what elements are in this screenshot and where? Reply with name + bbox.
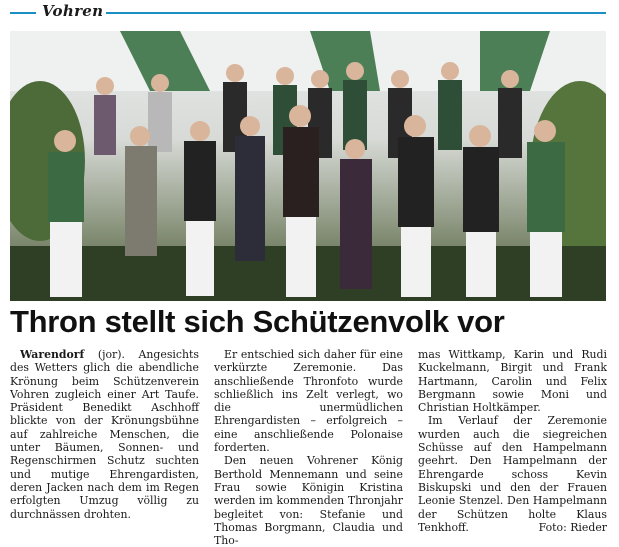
article-headline: Thron stellt sich Schützenvolk vor <box>10 304 505 339</box>
article-paragraph: mas Wittkamp, Karin und Rudi Kuckelmann, Birgit und Frank Hartmann, Carolin und Felix Bergmann sowie Moni und Christian Holtkämper. <box>418 348 607 415</box>
article-paragraph: (jor). Angesichts des Wetters glich die abendliche Krönung beim Schützenverein Vohren zugleich einer Art Taufe. Präsident Benedikt Aschhoff blickte von der Krönungsbühne auf zahlreiche Menschen, die unter Bäumen, Sonnen- und Regenschirmen Schutz suchten und mutige Ehrengardisten, deren Jacken nach dem im Regen erfolgten Umzug völlig zu durchnässen drohten. <box>10 348 199 521</box>
section-rule-right <box>106 12 606 14</box>
photo-credit: Foto: Rieder <box>538 520 607 534</box>
article-paragraph: Den neuen Vohrener König Berthold Mennemann und seine Frau sowie Königin Kristina werden im kommenden Thronjahr begleitet von: Stefanie und Thomas Borgmann, Claudia und Tho- <box>214 454 403 547</box>
article-column-1 <box>10 348 199 547</box>
article-dateline: Warendorf <box>20 348 85 361</box>
article-column-2 <box>214 348 403 547</box>
group-photo-illustration <box>10 31 606 301</box>
article-column-3 <box>418 348 607 547</box>
group-photo <box>10 31 606 301</box>
section-rule-left <box>10 12 36 14</box>
article-paragraph: Er entschied sich daher für eine verkürzte Zeremonie. Das anschließende Thronfoto wurde schließlich ins Zelt verlegt, wo die unermüdlichen Ehrengardisten – erfolgreich – eine anschließende Polonaise forderten. <box>214 348 403 455</box>
article-body <box>10 348 607 547</box>
section-label: Vohren <box>42 2 104 20</box>
article-paragraph: Im Verlauf der Zeremonie wurden auch die siegreichen Schüsse auf den Hampelmann geehrt. Den Hampelmann der Ehrengarde schoss Kevin Biskupski und den der Frauen Leonie Stenzel. Den Hampelmann der Schützen holte Klaus Tenkhoff. <box>418 414 607 534</box>
